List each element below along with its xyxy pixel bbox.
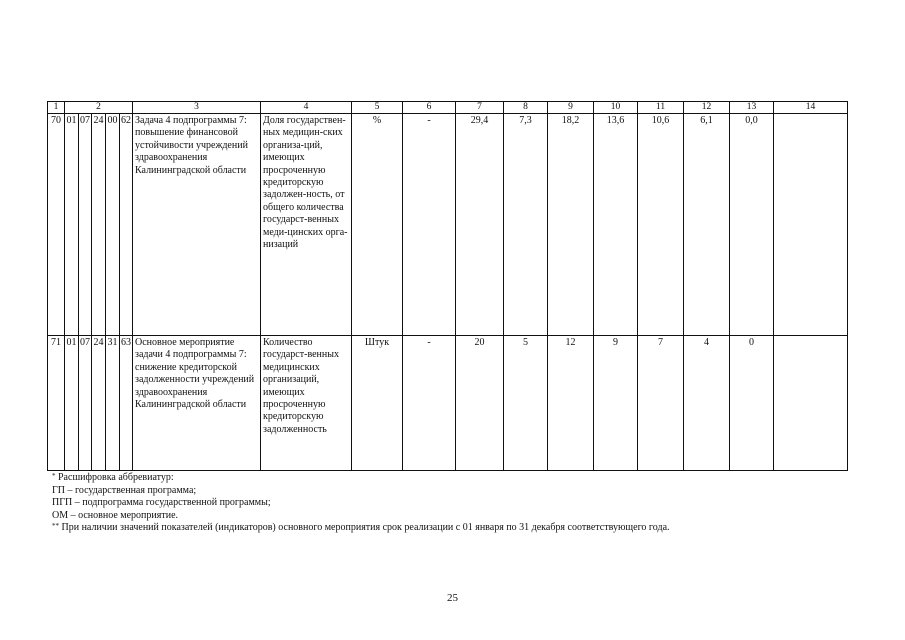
value-cell: 12 [548, 336, 594, 471]
value-cell: 29,4 [456, 114, 504, 336]
base-value: - [403, 336, 456, 471]
code-cell: 00 [106, 114, 120, 336]
footnote-period: ** При наличии значений показателей (индикаторов) основного мероприятия срок реализации с 01 января по 31 декабря соответствующего года. [52, 522, 670, 534]
code-cell: 24 [92, 114, 106, 336]
header-cell: 1 [48, 102, 65, 114]
value-cell: 5 [504, 336, 548, 471]
unit-cell: % [352, 114, 403, 336]
note-cell [774, 336, 848, 471]
header-cell: 11 [638, 102, 684, 114]
header-cell: 10 [594, 102, 638, 114]
value-cell: 0 [730, 336, 774, 471]
measure-name: Основное мероприятие задачи 4 подпрограммы 7: снижение кредиторской задолженности учреждений здравоохранения Калининградской области [133, 336, 261, 471]
code-cell: 07 [79, 336, 92, 471]
header-cell: 2 [65, 102, 133, 114]
indicator-name: Количество государст-венных медицинских организаций, имеющих просроченную кредиторскую задолженность [261, 336, 352, 471]
header-cell: 4 [261, 102, 352, 114]
measure-name: Задача 4 подпрограммы 7: повышение финансовой устойчивости учреждений здравоохранения Калининградской области [133, 114, 261, 336]
footnote-abbrev-title: * Расшифровка аббревиатур: [52, 472, 174, 483]
row-number: 71 [48, 336, 65, 471]
code-cell: 24 [92, 336, 106, 471]
table-row [48, 336, 848, 471]
header-cell: 8 [504, 102, 548, 114]
table-row [48, 114, 848, 336]
value-cell: 7,3 [504, 114, 548, 336]
code-cell: 63 [120, 336, 133, 471]
value-cell: 6,1 [684, 114, 730, 336]
code-cell: 31 [106, 336, 120, 471]
footnotes [52, 470, 670, 535]
header-cell: 3 [133, 102, 261, 114]
header-row [48, 102, 848, 114]
value-cell: 13,6 [594, 114, 638, 336]
code-cell: 01 [65, 114, 79, 336]
base-value: - [403, 114, 456, 336]
footnote-rule [52, 470, 202, 471]
footnote-om: ОМ – основное мероприятие. [52, 509, 179, 521]
header-cell: 12 [684, 102, 730, 114]
value-cell: 0,0 [730, 114, 774, 336]
indicator-name: Доля государствен-ных медицин-ских организа-ций, имеющих просроченную кредиторскую задолжен-ность, от общего количества государст-венных меди-цинских орга-низаций [261, 114, 352, 336]
code-cell: 07 [79, 114, 92, 336]
header-cell: 14 [774, 102, 848, 114]
header-cell: 6 [403, 102, 456, 114]
value-cell: 4 [684, 336, 730, 471]
code-cell: 01 [65, 336, 79, 471]
row-number: 70 [48, 114, 65, 336]
header-cell: 13 [730, 102, 774, 114]
unit-cell: Штук [352, 336, 403, 471]
header-cell: 7 [456, 102, 504, 114]
code-cell: 62 [120, 114, 133, 336]
value-cell: 20 [456, 336, 504, 471]
page-number: 25 [447, 592, 458, 604]
header-cell: 5 [352, 102, 403, 114]
footnote-pgp: ПГП – подпрограмма государственной программы; [52, 497, 271, 509]
note-cell [774, 114, 848, 336]
indicators-table [47, 101, 848, 471]
value-cell: 10,6 [638, 114, 684, 336]
value-cell: 7 [638, 336, 684, 471]
header-cell: 9 [548, 102, 594, 114]
value-cell: 9 [594, 336, 638, 471]
footnote-gp: ГП – государственная программа; [52, 484, 197, 496]
value-cell: 18,2 [548, 114, 594, 336]
